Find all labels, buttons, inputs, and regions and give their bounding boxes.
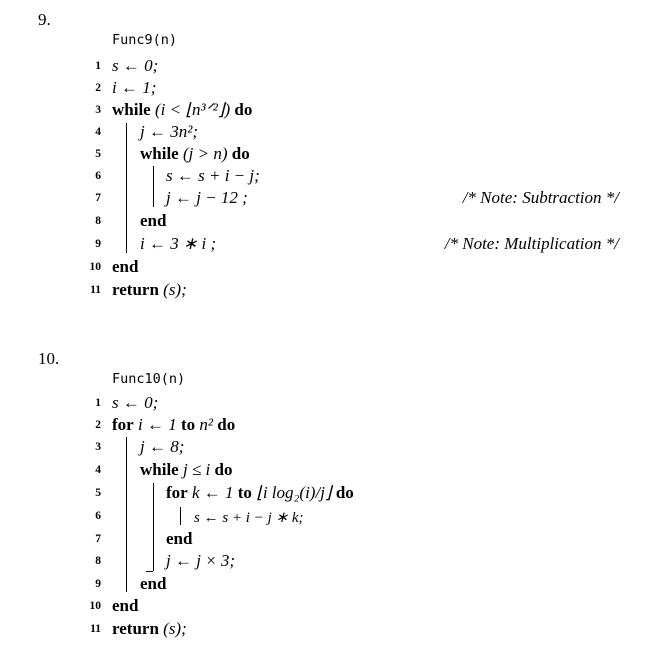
- block-bar: [153, 166, 154, 207]
- code-line: 2 for i ← 1 to n² do: [95, 415, 236, 434]
- code-line: 4 j ← 3n²;: [95, 122, 198, 141]
- code-line: 1 s ← 0;: [95, 56, 159, 75]
- problem-9-function-name: Func9(n): [112, 32, 178, 48]
- code-line: 3 while (i < ⌊n³ᐟ²⌋) do: [95, 100, 253, 119]
- code-line: 11 return (s);: [90, 619, 187, 638]
- code-comment: /* Note: Multiplication */: [444, 234, 619, 253]
- code-comment: /* Note: Subtraction */: [462, 188, 619, 207]
- problem-9-number: 9.: [38, 10, 51, 29]
- code-line: 6 s ← s + i − j ∗ k;: [95, 510, 304, 526]
- problem-10-function-name: Func10(n): [112, 371, 186, 387]
- problem-10-number: 10.: [38, 349, 60, 368]
- block-bar: [180, 507, 181, 525]
- code-line: 5 while (j > n) do: [95, 144, 250, 163]
- code-line: 10 end: [89, 257, 139, 276]
- block-bar: [153, 483, 154, 571]
- code-line: 8 end: [95, 211, 167, 230]
- code-line: 2 i ← 1;: [95, 78, 157, 97]
- code-line: 4 while j ≤ i do: [95, 460, 233, 479]
- code-line: 8 j ← j × 3;: [95, 551, 236, 570]
- block-bar: [126, 123, 127, 253]
- code-line: 9 end: [95, 574, 167, 593]
- code-line: 3 j ← 8;: [95, 437, 185, 456]
- block-bar: [146, 571, 153, 572]
- block-bar: [126, 437, 127, 592]
- code-line: 10 end: [89, 596, 139, 615]
- code-line: 11 return (s);: [90, 280, 187, 299]
- code-line: 1 s ← 0;: [95, 393, 159, 412]
- code-line: 7 end: [95, 529, 193, 548]
- code-line: 9 i ← 3 ∗ i ; /* Note: Multiplication */: [95, 234, 619, 253]
- code-line: 7 j ← j − 12 ; /* Note: Subtraction */: [95, 188, 619, 207]
- code-line: 5 for k ← 1 to ⌊i log₂(i)/j⌋ do: [95, 483, 354, 502]
- code-line: 6 s ← s + i − j;: [95, 166, 260, 185]
